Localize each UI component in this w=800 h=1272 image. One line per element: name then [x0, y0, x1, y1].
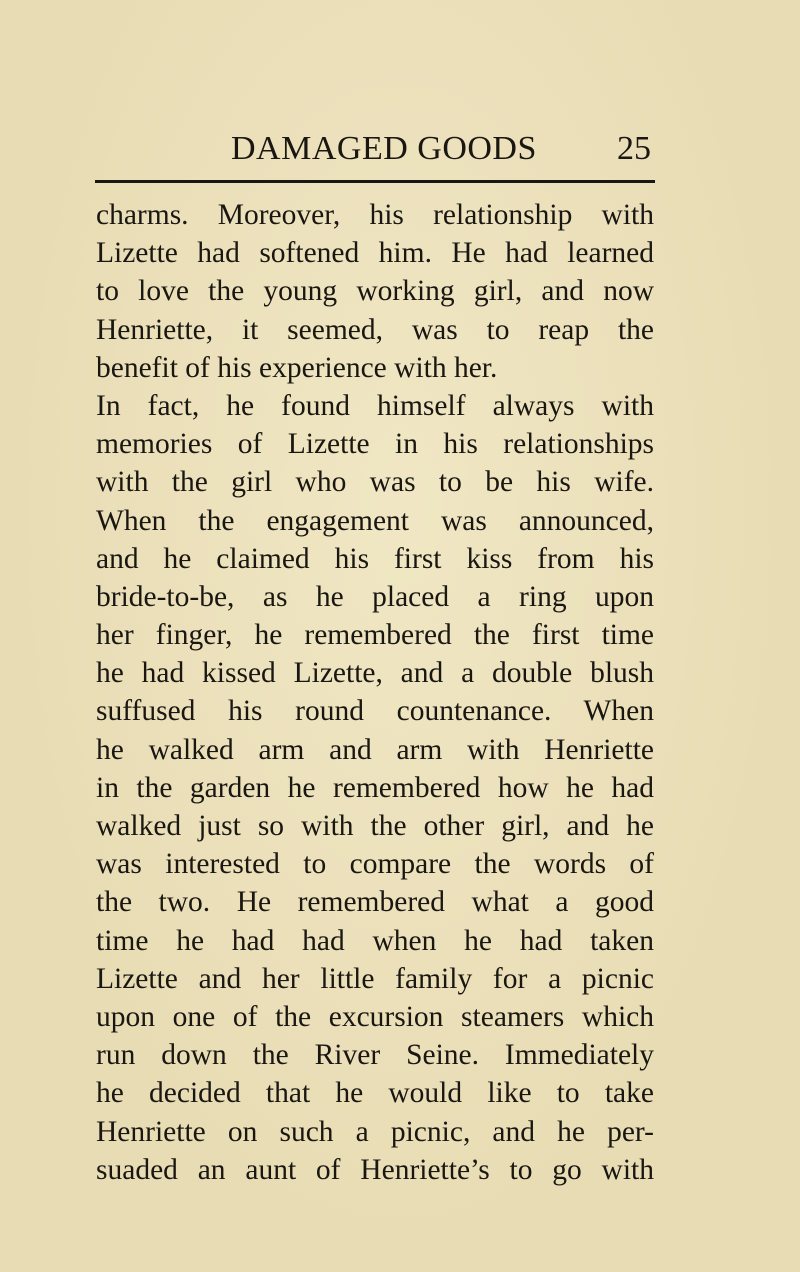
- text-line: with the girl who was to be his wife.: [96, 466, 654, 499]
- text-line: suaded an aunt of Henriette’s to go with: [96, 1153, 654, 1186]
- text-line: her finger, he remembered the first time: [96, 619, 654, 652]
- body-text: [96, 196, 654, 1189]
- text-line: walked just so with the other girl, and he: [96, 810, 654, 842]
- page-number: 25: [617, 130, 651, 167]
- text-line: time he had had when he had taken: [96, 924, 654, 957]
- text-line: Lizette and her little family for a picnic: [96, 962, 654, 995]
- text-line: and he claimed his first kiss from his: [96, 542, 654, 575]
- running-head: [95, 130, 655, 174]
- text-line: In fact, he found himself always with: [96, 389, 654, 422]
- text-line: run down the River Seine. Immediately: [96, 1039, 654, 1072]
- text-line: upon one of the excursion steamers which: [96, 1000, 654, 1033]
- text-line: to love the young working girl, and now: [96, 275, 654, 308]
- running-head-title: DAMAGED GOODS: [231, 130, 537, 167]
- text-line: he walked arm and arm with Henriette: [96, 733, 654, 766]
- header-rule: [95, 180, 655, 183]
- text-line: memories of Lizette in his relationships: [96, 428, 654, 461]
- text-line: Henriette on such a picnic, and he per-: [96, 1115, 654, 1148]
- text-line: he decided that he would like to take: [96, 1077, 654, 1110]
- text-line: Lizette had softened him. He had learned: [96, 237, 654, 270]
- text-line: suffused his round countenance. When: [96, 695, 654, 728]
- text-line: he had kissed Lizette, and a double blush: [96, 657, 654, 690]
- text-line: When the engagement was announced,: [96, 504, 654, 537]
- text-line: the two. He remembered what a good: [96, 886, 654, 919]
- text-line: was interested to compare the words of: [96, 848, 654, 881]
- text-line: charms. Moreover, his relationship with: [96, 199, 654, 231]
- text-line: bride-to-be, as he placed a ring upon: [96, 580, 654, 613]
- text-line: Henriette, it seemed, was to reap the: [96, 313, 654, 346]
- text-line: in the garden he remembered how he had: [96, 771, 654, 804]
- text-line: benefit of his experience with her.: [96, 351, 498, 384]
